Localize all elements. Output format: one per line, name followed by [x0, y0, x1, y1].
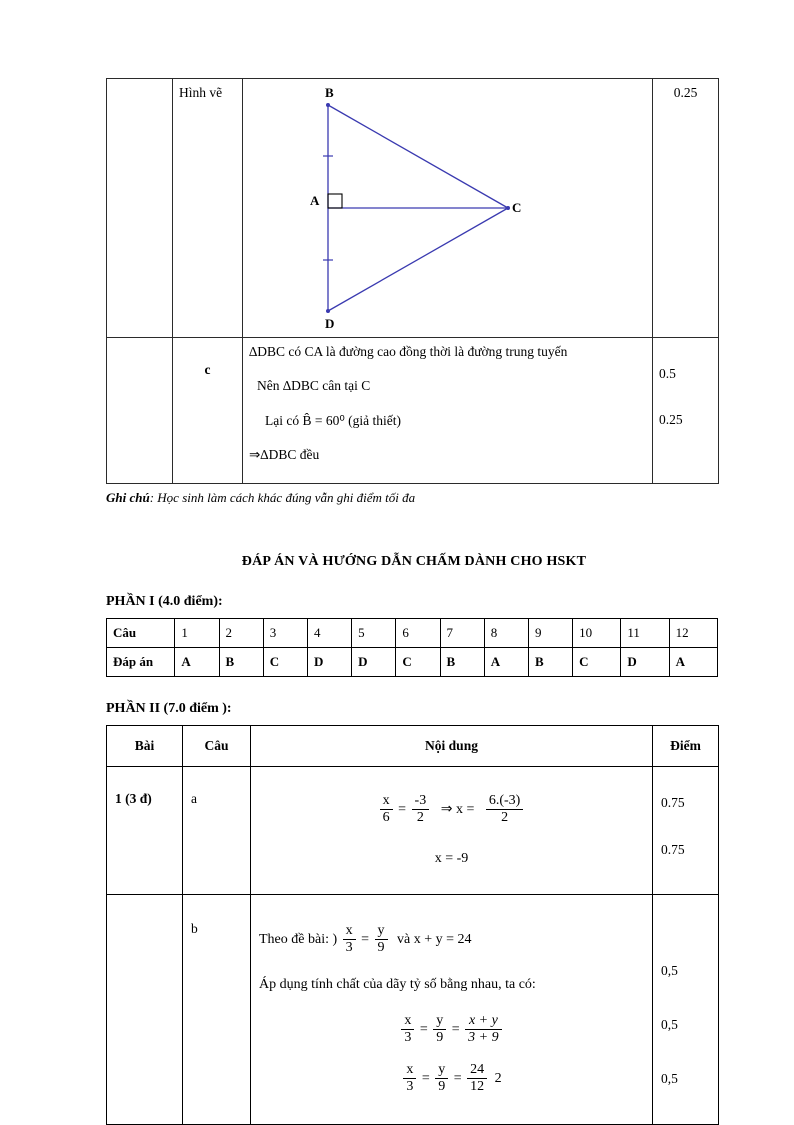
content-line-1: ∆DBC có CA là đường cao đồng thời là đường trung tuyến [249, 344, 568, 359]
triangle-svg [308, 83, 588, 333]
question-number: 10 [573, 619, 621, 648]
question-number: 2 [219, 619, 263, 648]
table-row [107, 338, 719, 484]
answer-value: A [669, 648, 717, 677]
content-line-3: Lại có B̂ = 60⁰ (giả thiết) [265, 412, 401, 428]
question-number: 1 [175, 619, 219, 648]
diem-value: 0,5 [661, 1017, 678, 1032]
cell-noidung-c [243, 338, 653, 484]
question-number: 8 [484, 619, 528, 648]
cell-bai [107, 79, 173, 338]
label-B: B [324, 85, 334, 100]
cell-diem-a [653, 767, 719, 895]
diem-value: 0,5 [661, 1071, 678, 1087]
table-row-questions [107, 619, 718, 648]
part1-heading: PHẦN I (4.0 điểm): [106, 594, 223, 609]
diem-value: 0,5 [661, 962, 678, 978]
part2-table [106, 725, 719, 1125]
question-number: 4 [307, 619, 351, 648]
diem-value: 0.75 [661, 795, 685, 811]
header-noidung: Nội dung [251, 726, 653, 767]
equation-line-3: $\frac{x}{3}$ = $\frac{y}{9}$ = $\frac{x + y}{3 + 9}$ [259, 1013, 644, 1046]
fraction-y-9: $\frac{y}{9}$ [375, 923, 388, 956]
given-line [259, 923, 644, 956]
fraction-x-3: $\frac{x}{3}$ [401, 1013, 414, 1046]
answer-value: D [621, 648, 669, 677]
header-diem: Điểm [653, 726, 719, 767]
fraction-x-6: $\frac{x}{6}$ [380, 793, 393, 826]
question-number: 9 [528, 619, 572, 648]
label-C: C [511, 200, 521, 215]
question-number: 3 [263, 619, 307, 648]
part2-heading: PHẦN II (7.0 điểm ): [106, 701, 232, 716]
cell-bai [107, 338, 173, 484]
diem-value: 0.5 [659, 366, 676, 381]
header-cau: Câu [183, 726, 251, 767]
fraction-6neg3-2: $\frac{6.(-3)}{2}$ [486, 793, 524, 826]
cell-noidung-a [251, 767, 653, 895]
label-A: A [309, 193, 319, 208]
fraction-24-12: $\frac{24}{12}$ [467, 1062, 487, 1095]
triangle-figure [249, 83, 646, 333]
question-number: 12 [669, 619, 717, 648]
answer-value: A [484, 648, 528, 677]
fraction-y-9: $\frac{y}{9}$ [433, 1013, 446, 1046]
row-label-cau: Câu [107, 619, 175, 648]
implies-x-equals: ⇒ x = [440, 802, 475, 818]
cell-cau-hinhve: Hình vẽ [173, 79, 243, 338]
fraction-x-3: $\frac{x}{3}$ [343, 923, 356, 956]
cell-cau-b: b [183, 894, 251, 1124]
answer-value: C [263, 648, 307, 677]
given-suffix: và x + y = 24 [397, 931, 472, 947]
table-row [107, 894, 719, 1124]
diem-value: 0.25 [659, 412, 683, 428]
cell-noidung-b [251, 894, 653, 1124]
answer-value: D [307, 648, 351, 677]
fraction-x-3: $\frac{x}{3}$ [403, 1062, 416, 1095]
answer-value: D [352, 648, 396, 677]
note-text: : Học sinh làm cách khác đúng vẫn ghi điểm tối đa [149, 490, 416, 505]
cell-figure [243, 79, 653, 338]
answer-value: B [440, 648, 484, 677]
table-row [107, 767, 719, 895]
content-line-2: Nên ∆DBC cân tại C [257, 378, 371, 394]
note-label: Ghi chú [106, 490, 150, 505]
fraction-sum: $\frac{x + y}{3 + 9}$ [465, 1013, 501, 1046]
fraction-y-9: $\frac{y}{9}$ [435, 1062, 448, 1095]
answer-value: B [219, 648, 263, 677]
note [106, 490, 722, 506]
fraction-neg3-2: $\frac{-3}{2}$ [412, 793, 430, 826]
header-bai: Bài [107, 726, 183, 767]
question-number: 6 [396, 619, 440, 648]
equation-line-1 [259, 793, 644, 826]
answer-key-table [106, 618, 718, 677]
given-prefix: Theo đề bài: ) [259, 931, 338, 947]
cell-cau-c: c [173, 338, 243, 484]
label-D: D [324, 316, 334, 331]
content-line-4: ⇒∆DBC đều [249, 446, 320, 462]
equals-sign: = [361, 931, 370, 947]
equation-line-4: $\frac{x}{3}$ = $\frac{y}{9}$ = $\frac{24}{12}$ 2 [259, 1062, 644, 1095]
equation-line-2: x = -9 [434, 851, 469, 867]
cell-bai-empty [107, 894, 183, 1124]
answer-value: B [528, 648, 572, 677]
equals-sign: = [398, 802, 407, 818]
answer-value: C [396, 648, 440, 677]
result-value: 2 [494, 1071, 502, 1087]
continuation-table [106, 78, 719, 484]
cell-diem-hinhve: 0.25 [653, 79, 719, 338]
method-line: Áp dụng tính chất của dãy tỷ số bằng nhau, ta có: [259, 976, 536, 992]
cell-diem-b [653, 894, 719, 1124]
table-header-row [107, 726, 719, 767]
cell-diem-c [653, 338, 719, 484]
row-label-dapan: Đáp án [107, 648, 175, 677]
question-number: 5 [352, 619, 396, 648]
cell-bai-1: 1 (3 đ) [107, 767, 183, 895]
question-number: 7 [440, 619, 484, 648]
table-row-answers [107, 648, 718, 677]
diem-value: 0.75 [661, 841, 685, 857]
answer-value: A [175, 648, 219, 677]
page-title: ĐÁP ÁN VÀ HƯỚNG DẪN CHẤM DÀNH CHO HSKT [241, 554, 587, 569]
answer-value: C [573, 648, 621, 677]
cell-cau-a: a [183, 767, 251, 895]
table-row [107, 79, 719, 338]
question-number: 11 [621, 619, 669, 648]
